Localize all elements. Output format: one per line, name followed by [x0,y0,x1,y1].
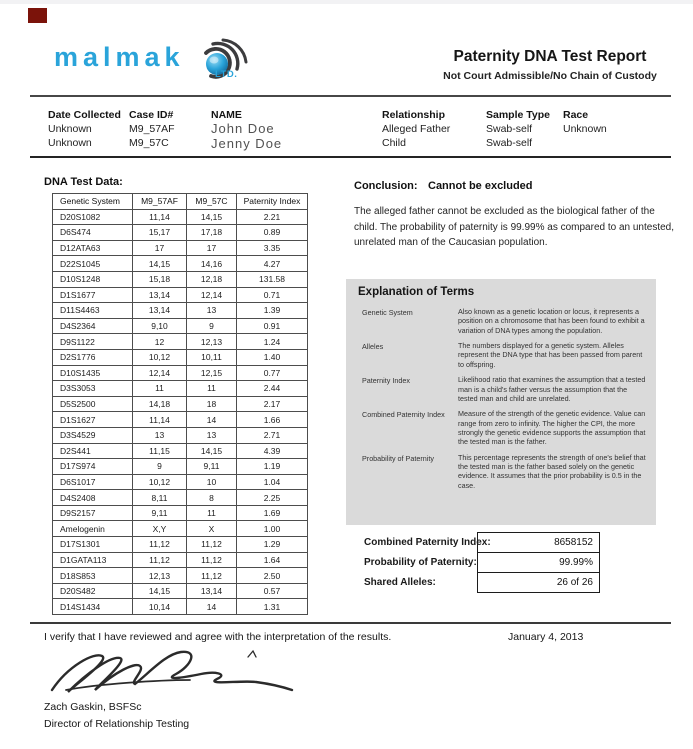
term-row [362,307,646,335]
table-row [53,459,308,475]
table-cell: 13 [133,427,187,443]
column-header: M9_57AF [133,194,187,210]
table-cell: 12,18 [187,271,237,287]
table-cell: 12,13 [133,568,187,584]
table-cell: 10,11 [187,349,237,365]
terms-list [358,307,646,490]
table-cell: 11,12 [133,537,187,553]
table-cell: D3S4529 [53,427,133,443]
case-info-header-caseid: Case ID# [129,109,174,121]
table-cell: 0.91 [237,318,308,334]
table-cell: D3S3053 [53,381,133,397]
table-cell: D17S1301 [53,537,133,553]
table-cell: D6S1017 [53,474,133,490]
case-info-divider [30,156,671,158]
case-info-cell: Swab-self [486,123,533,135]
logo-swirl-icon [196,38,254,88]
table-cell: 2.44 [237,381,308,397]
table-row [53,599,308,615]
table-cell: D12ATA63 [53,240,133,256]
table-row [53,225,308,241]
term-definition: Likelihood ratio that examines the assumption that a tested man is a child's father versus the assumption that the tested man and child are unrelated. [458,375,646,403]
table-cell: 18 [187,396,237,412]
table-cell: 11 [133,381,187,397]
table-row [53,318,308,334]
table-row [53,334,308,350]
case-info-cell: M9_57C [129,137,169,149]
table-row [53,552,308,568]
footer-divider [30,622,671,624]
conclusion-label: Conclusion: [354,180,418,192]
table-cell: 2.21 [237,209,308,225]
table-row [53,365,308,381]
table-cell: 13 [187,427,237,443]
table-cell: X,Y [133,521,187,537]
dna-test-table [52,193,308,615]
table-cell: X [187,521,237,537]
term-row [362,453,646,490]
term-name: Paternity Index [362,376,410,386]
explanation-of-terms-box [346,279,656,525]
table-cell: D4S2408 [53,490,133,506]
table-cell: 1.66 [237,412,308,428]
case-info-header-date: Date Collected [48,109,121,121]
table-cell: 14 [187,412,237,428]
table-cell: 11,12 [187,537,237,553]
summary-value-cpi: 8658152 [478,533,599,553]
table-cell: 11 [187,381,237,397]
table-cell: 17,18 [187,225,237,241]
table-cell: 1.40 [237,349,308,365]
table-cell: 14,18 [133,396,187,412]
table-row [53,537,308,553]
table-cell: 13,14 [187,583,237,599]
term-name: Probability of Paternity [362,453,434,463]
case-info-name-child: Jenny Doe [211,136,283,151]
explanation-title: Explanation of Terms [358,286,475,298]
case-info-cell: Swab-self [486,137,533,149]
table-cell: 9,11 [133,505,187,521]
table-row [53,287,308,303]
table-cell: 13 [187,303,237,319]
logo-ltd-label: LTD. [215,69,238,80]
table-cell: 13,14 [133,303,187,319]
table-cell: D2S441 [53,443,133,459]
case-info-cell: M9_57AF [129,123,175,135]
table-cell: 1.24 [237,334,308,350]
summary-value-shared-alleles: 26 of 26 [556,577,593,588]
table-cell: 3.35 [237,240,308,256]
table-cell: D5S2500 [53,396,133,412]
table-row [53,271,308,287]
table-cell: D6S474 [53,225,133,241]
table-cell: D18S853 [53,568,133,584]
term-definition: This percentage represents the strength of one's belief that the tested man is the father based solely on the genetic evidence. It assumes that the prior probability is 0.5 in the case. [458,452,646,490]
term-definition: The numbers displayed for a genetic system. Alleles represent the DNA type that has been passed from parent to offspring. [458,341,643,369]
header-divider [30,95,671,97]
table-cell: 11,14 [133,209,187,225]
dna-table-header-row [53,194,308,210]
table-cell: 9,11 [187,459,237,475]
table-cell: Amelogenin [53,521,133,537]
table-cell: 14,15 [133,256,187,272]
table-row [53,412,308,428]
table-cell: 0.57 [237,583,308,599]
case-info-name-father: John Doe [211,121,275,136]
table-cell: D9S1122 [53,334,133,350]
table-row [53,396,308,412]
logo-text: malmak [54,42,185,72]
table-row [53,521,308,537]
table-cell: 0.71 [237,287,308,303]
scan-edge-strip [0,0,693,4]
table-cell: 1.29 [237,537,308,553]
table-cell: 17 [133,240,187,256]
table-cell: D2S1776 [53,349,133,365]
table-cell: 131.58 [237,271,308,287]
table-cell: 2.25 [237,490,308,506]
table-cell: 11,12 [133,552,187,568]
table-cell: 0.77 [237,365,308,381]
table-cell: D9S2157 [53,505,133,521]
table-cell: 14,15 [187,209,237,225]
table-cell: 14 [187,599,237,615]
signatory-name: Zach Gaskin, BSFSc [44,701,142,713]
table-cell: 17 [187,240,237,256]
table-cell: 9 [187,318,237,334]
column-header: M9_57C [187,194,237,210]
table-row [53,303,308,319]
column-header: Genetic System [53,194,133,210]
case-info-cell: Unknown [48,123,92,135]
table-cell: 1.04 [237,474,308,490]
case-info-header-sampletype: Sample Type [486,109,550,121]
table-cell: 10 [187,474,237,490]
case-info-cell: Unknown [48,137,92,149]
table-cell: D20S482 [53,583,133,599]
table-cell: D10S1248 [53,271,133,287]
table-cell: 1.69 [237,505,308,521]
table-cell: 9,10 [133,318,187,334]
table-row [53,474,308,490]
conclusion-paragraph: The alleged father cannot be excluded as the biological father of the child. The probability of paternity is 99.99% as compared to an untested, unrelated man of the Caucasian population. [354,206,675,248]
table-row [53,583,308,599]
table-row [53,505,308,521]
table-cell: 13,14 [133,287,187,303]
table-cell: 14,15 [187,443,237,459]
table-cell: 11,15 [133,443,187,459]
table-cell: 12,15 [187,365,237,381]
table-row [53,443,308,459]
term-name: Alleles [362,342,384,352]
table-cell: 1.00 [237,521,308,537]
table-cell: 1.31 [237,599,308,615]
table-cell: 14,16 [187,256,237,272]
conclusion-value: Cannot be excluded [428,180,533,192]
table-cell: 9 [133,459,187,475]
table-cell: 2.50 [237,568,308,584]
table-cell: 15,18 [133,271,187,287]
table-cell: 2.71 [237,427,308,443]
report-title-block [430,48,670,82]
table-row [53,381,308,397]
dna-test-data-title: DNA Test Data: [44,176,123,188]
table-cell: 12,13 [187,334,237,350]
table-cell: D1S1627 [53,412,133,428]
table-cell: 12,14 [187,287,237,303]
table-cell: 12,14 [133,365,187,381]
table-cell: 10,12 [133,349,187,365]
table-cell: D4S2364 [53,318,133,334]
table-row [53,240,308,256]
term-row [362,341,646,369]
table-cell: 2.17 [237,396,308,412]
table-cell: 10,14 [133,599,187,615]
case-info-header-name: NAME [211,109,242,121]
column-header: Paternity Index [237,194,308,210]
corner-marker [28,8,47,23]
table-cell: 1.64 [237,552,308,568]
table-cell: 11 [187,505,237,521]
table-cell: 12 [133,334,187,350]
table-cell: D1GATA113 [53,552,133,568]
table-cell: D17S974 [53,459,133,475]
table-cell: 11,14 [133,412,187,428]
table-cell: D20S1082 [53,209,133,225]
table-row [53,256,308,272]
term-definition: Also known as a genetic location or locus, it represents a position on a chromosome that has been found to exhibit a variation of DNA types among the population. [458,307,645,335]
signatory-title: Director of Relationship Testing [44,718,190,730]
summary-label-probability: Probability of Paternity: [364,557,477,568]
table-row [53,568,308,584]
case-info-header-relationship: Relationship [382,109,446,121]
summary-value-boxes [477,532,600,593]
summary-value-probability: 99.99% [478,553,599,573]
signature-image [38,644,328,704]
table-cell: 0.89 [237,225,308,241]
term-row [362,375,646,403]
table-cell: 8,11 [133,490,187,506]
summary-label-cpi: Combined Paternity Index: [364,537,491,548]
dna-table-body [53,209,308,614]
table-cell: 14,15 [133,583,187,599]
table-cell: 1.39 [237,303,308,319]
table-row [53,427,308,443]
table-cell: D14S1434 [53,599,133,615]
table-cell: 8 [187,490,237,506]
table-row [53,490,308,506]
table-row [53,209,308,225]
table-cell: 10,12 [133,474,187,490]
table-cell: 11,12 [187,568,237,584]
term-definition: Measure of the strength of the genetic evidence. Value can range from zero to infinity. The higher the CPI, the more strongly the genetic evidence supports the assumption that the tested man is the father. [458,409,646,447]
term-name: Genetic System [362,308,413,317]
table-cell: 4.27 [237,256,308,272]
page-title: Paternity DNA Test Report [453,48,647,65]
table-cell: D10S1435 [53,365,133,381]
case-info-cell: Unknown [563,123,607,135]
page-subtitle: Not Court Admissible/No Chain of Custody [443,69,657,82]
table-cell: 1.19 [237,459,308,475]
verification-statement: I verify that I have reviewed and agree with the interpretation of the results. [44,631,392,643]
case-info-cell: Child [382,137,406,149]
table-cell: 15,17 [133,225,187,241]
case-info-header-race: Race [563,109,589,121]
table-cell: D11S4463 [53,303,133,319]
table-cell: D1S1677 [53,287,133,303]
summary-label-shared-alleles: Shared Alleles: [364,577,436,588]
table-cell: D22S1045 [53,256,133,272]
report-date: January 4, 2013 [508,631,584,643]
term-name: Combined Paternity Index [362,410,445,420]
term-row [362,409,646,446]
table-cell: 4.39 [237,443,308,459]
table-row [53,349,308,365]
case-info-cell: Alleged Father [382,123,451,135]
table-cell: 11,12 [187,552,237,568]
